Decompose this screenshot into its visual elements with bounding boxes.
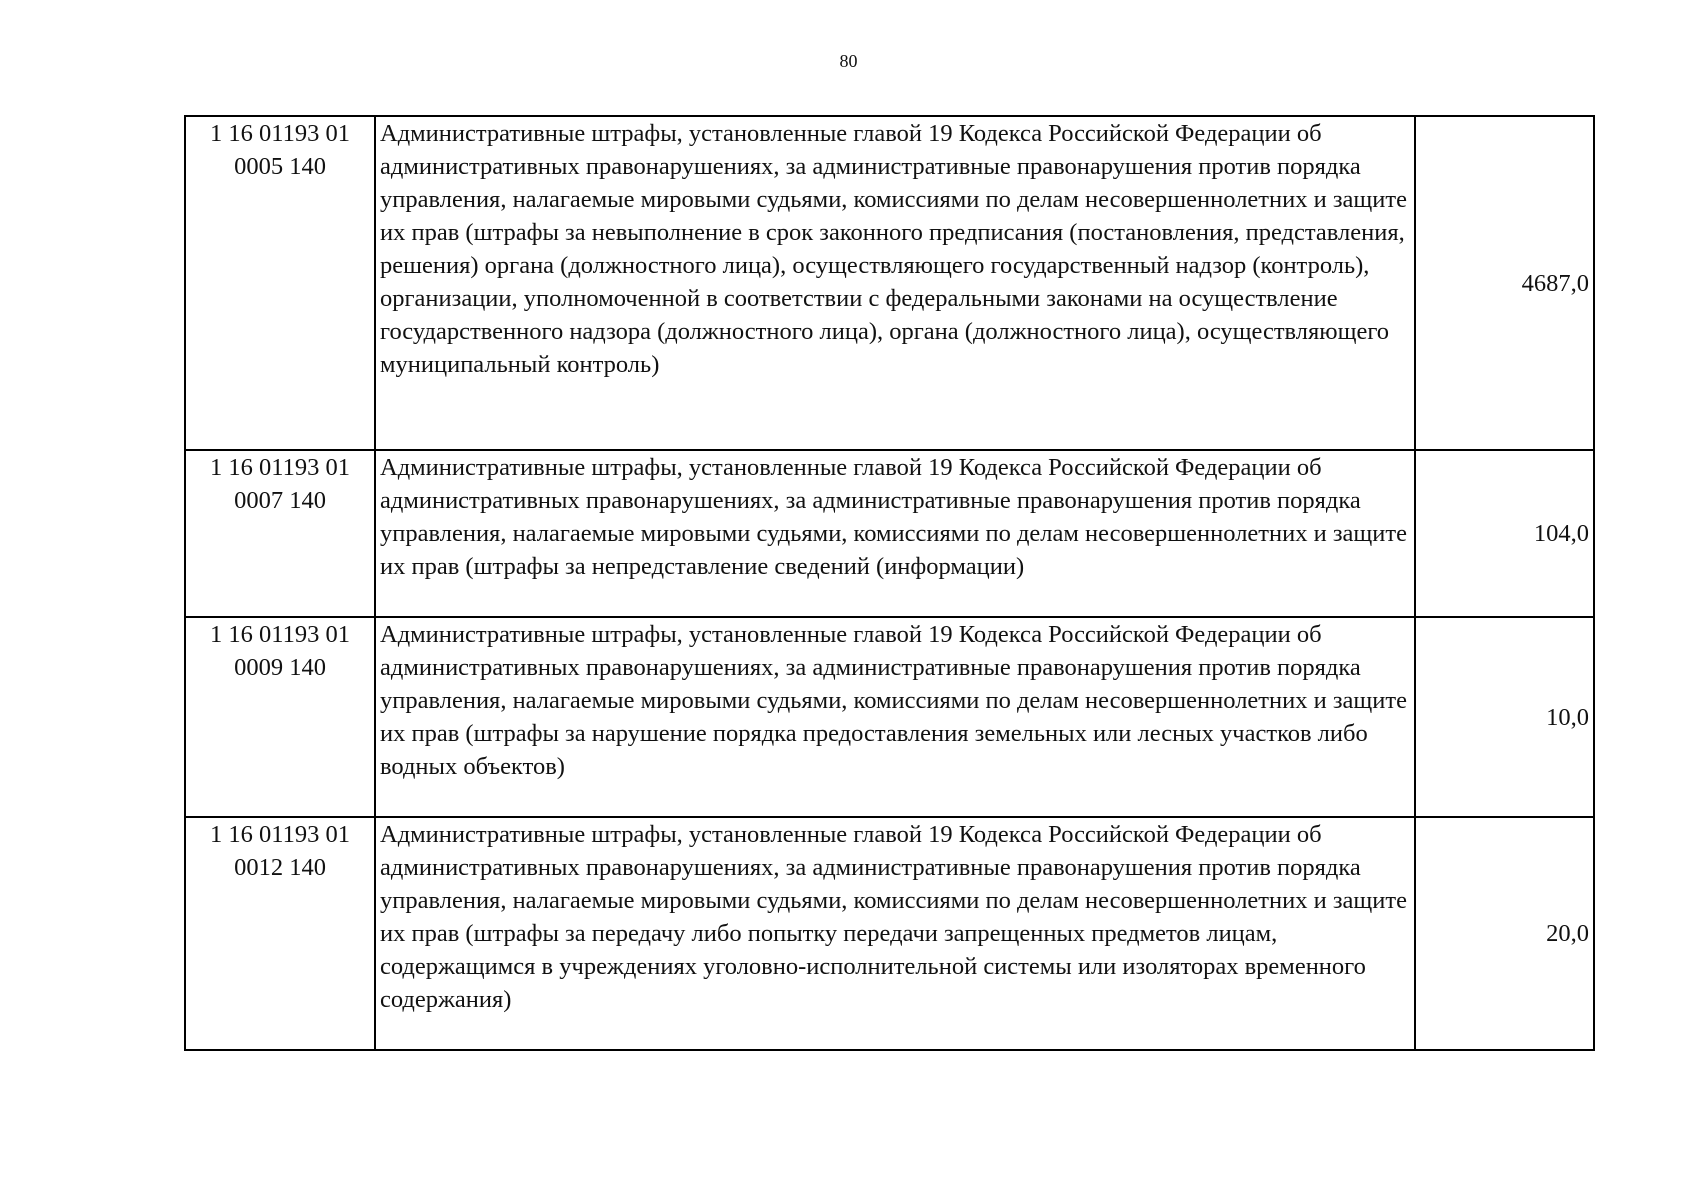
revenue-code-line: 0005 140 xyxy=(234,153,326,180)
revenue-code-cell xyxy=(185,817,375,1050)
revenue-code-cell xyxy=(185,116,375,450)
revenue-description-cell: Административные штрафы, установленные главой 19 Кодекса Российской Федерации об административных правонарушениях, за административные правонарушения против порядка управления, налагаемые мировыми судьями, комиссиями по делам несовершеннолетних и защите их прав (штрафы за передачу либо попытку передачи запрещенных предметов лицам, содержащимся в учреждениях уголовно-исполнительной системы или изоляторах временного содержания) xyxy=(375,817,1415,1050)
revenue-code-line: 1 16 01193 01 xyxy=(210,454,350,481)
revenue-code-line: 0007 140 xyxy=(234,487,326,514)
revenue-code-line: 0012 140 xyxy=(234,854,326,881)
revenue-description-cell: Административные штрафы, установленные главой 19 Кодекса Российской Федерации об административных правонарушениях, за административные правонарушения против порядка управления, налагаемые мировыми судьями, комиссиями по делам несовершеннолетних и защите их прав (штрафы за невыполнение в срок законного предписания (постановления, представления, решения) органа (должностного лица), осуществляющего государственный надзор (контроль), организации, уполномоченной в соответствии с федеральными законами на осуществление государственного надзора (должностного лица), органа (должностного лица), осуществляющего муниципальный контроль) xyxy=(375,116,1415,450)
revenue-description-cell: Административные штрафы, установленные главой 19 Кодекса Российской Федерации об административных правонарушениях, за административные правонарушения против порядка управления, налагаемые мировыми судьями, комиссиями по делам несовершеннолетних и защите их прав (штрафы за непредставление сведений (информации) xyxy=(375,450,1415,617)
revenue-code-line: 1 16 01193 01 xyxy=(210,821,350,848)
page-number: 80 xyxy=(839,51,858,71)
revenue-code-line: 1 16 01193 01 xyxy=(210,621,350,648)
revenue-code-cell xyxy=(185,450,375,617)
amount-cell: 4687,0 xyxy=(1415,116,1594,450)
table-row xyxy=(185,817,1594,1050)
amount-cell: 20,0 xyxy=(1415,817,1594,1050)
table-row xyxy=(185,450,1594,617)
table-row xyxy=(185,116,1594,450)
revenue-code-line: 1 16 01193 01 xyxy=(210,120,350,147)
revenue-code-cell xyxy=(185,617,375,817)
budget-revenue-table xyxy=(184,115,1595,1051)
revenue-code-line: 0009 140 xyxy=(234,654,326,681)
amount-cell: 104,0 xyxy=(1415,450,1594,617)
table-row xyxy=(185,617,1594,817)
revenue-description-cell: Административные штрафы, установленные главой 19 Кодекса Российской Федерации об административных правонарушениях, за административные правонарушения против порядка управления, налагаемые мировыми судьями, комиссиями по делам несовершеннолетних и защите их прав (штрафы за нарушение порядка предоставления земельных или лесных участков либо водных объектов) xyxy=(375,617,1415,817)
amount-cell: 10,0 xyxy=(1415,617,1594,817)
